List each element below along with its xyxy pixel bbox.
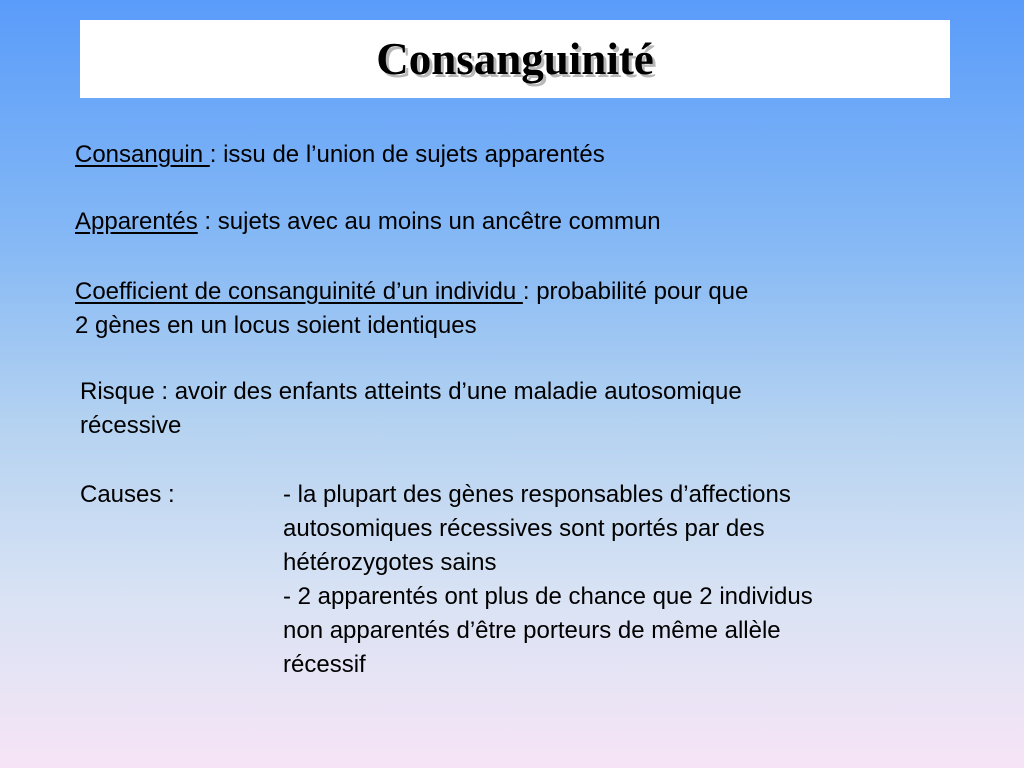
definition-consanguin	[75, 138, 605, 172]
causes-line-2: autosomiques récessives sont portés par des	[283, 515, 765, 542]
definition-coefficient	[75, 275, 748, 309]
definition-apparentes	[75, 205, 661, 239]
term-apparentes: Apparentés	[75, 208, 198, 235]
risk-line-1: Risque : avoir des enfants atteints d’une maladie autosomique	[80, 378, 742, 405]
definition-consanguin-text: : issu de l’union de sujets apparentés	[209, 141, 605, 168]
definition-apparentes-text: : sujets avec au moins un ancêtre commun	[197, 208, 661, 235]
definition-coefficient-continuation: 2 gènes en un locus soient identiques	[75, 312, 477, 339]
term-coefficient: Coefficient de consanguinité d’un individu	[75, 278, 523, 305]
causes-line-6: récessif	[283, 651, 366, 678]
causes-line-4: - 2 apparentés ont plus de chance que 2 individus	[283, 583, 813, 610]
causes-line-1: - la plupart des gènes responsables d’affections	[283, 481, 791, 508]
slide-title: Consanguinité	[376, 33, 654, 84]
term-consanguin: Consanguin	[75, 141, 210, 168]
title-box	[80, 20, 950, 98]
causes-label: Causes :	[80, 481, 175, 508]
causes-line-5: non apparentés d’être porteurs de même allèle	[283, 617, 781, 644]
definition-coefficient-text: : probabilité pour que	[522, 278, 749, 305]
causes-line-3: hétérozygotes sains	[283, 549, 497, 576]
risk-line-2: récessive	[80, 412, 182, 439]
